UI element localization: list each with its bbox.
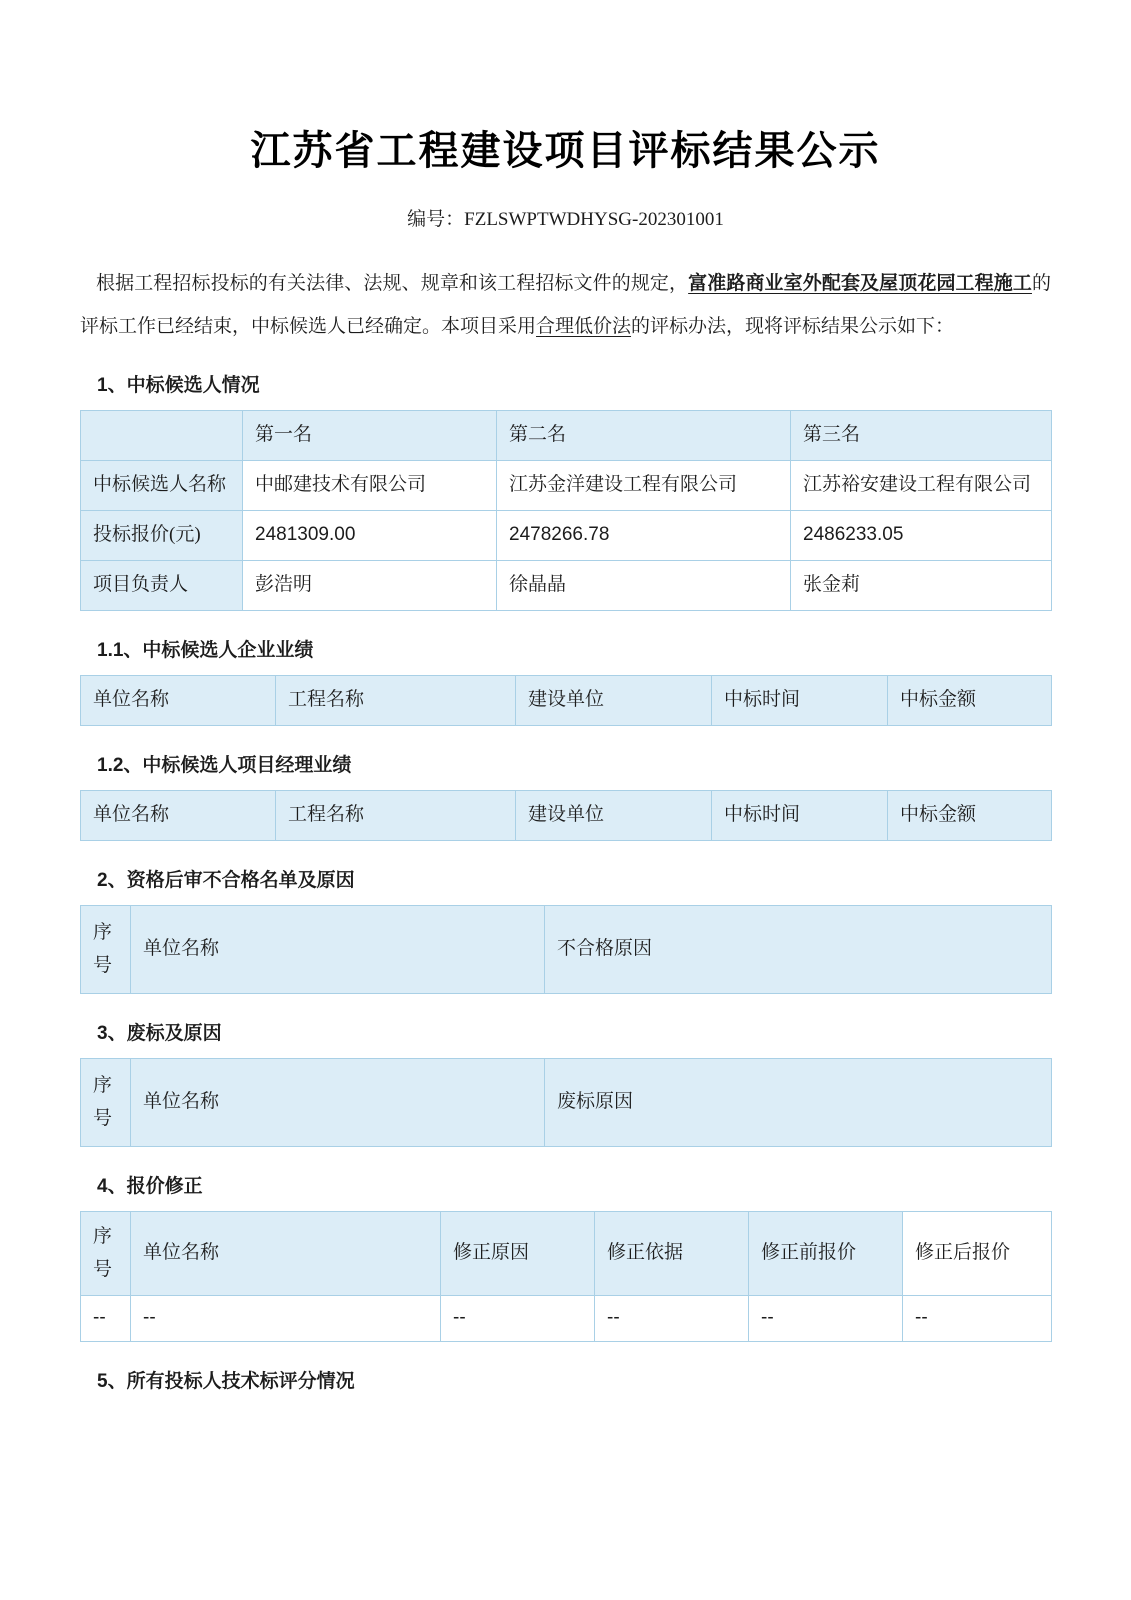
header-cell-seq-no: 序号 (81, 1059, 131, 1147)
header-cell-seq-no: 序号 (81, 1212, 131, 1296)
section-5-heading (97, 1368, 1051, 1395)
row-label: 投标报价(元) (81, 511, 243, 561)
header-cell-unit-name: 单位名称 (81, 791, 276, 841)
table-row-project-manager (81, 561, 1052, 611)
intro-tail: 的评标办法，现将评标结果公示如下： (631, 316, 955, 337)
cell-seq-no-value: -- (81, 1296, 131, 1342)
section-5-title: 所有投标人技术标评分情况 (126, 1371, 355, 1392)
cell-correction-basis-value: -- (595, 1296, 749, 1342)
header-cell-price-after: 修正后报价 (903, 1212, 1052, 1296)
candidate-3-manager: 张金莉 (791, 561, 1052, 611)
row-label: 项目负责人 (81, 561, 243, 611)
header-cell-award-time: 中标时间 (712, 676, 888, 726)
section-2-title: 资格后审不合格名单及原因 (126, 870, 355, 891)
row-label: 中标候选人名称 (81, 461, 243, 511)
table-header-row (81, 676, 1052, 726)
section-4-number: 4、 (97, 1176, 127, 1197)
section-3-number: 3、 (97, 1023, 127, 1044)
company-performance-table (80, 675, 1052, 726)
winning-candidates-table (80, 410, 1052, 611)
section-1-1-number: 1.1、 (97, 640, 143, 661)
candidate-1-price: 2481309.00 (243, 511, 497, 561)
header-cell-construction-unit: 建设单位 (516, 676, 712, 726)
section-3-title: 废标及原因 (126, 1023, 222, 1044)
table-header-row (81, 411, 1052, 461)
cell-price-before-value: -- (749, 1296, 903, 1342)
table-row-candidate-name (81, 461, 1052, 511)
table-row-bid-price (81, 511, 1052, 561)
header-cell-third: 第三名 (791, 411, 1052, 461)
header-cell-second: 第二名 (497, 411, 791, 461)
candidate-3-name: 江苏裕安建设工程有限公司 (791, 461, 1052, 511)
header-cell-unit-name: 单位名称 (131, 906, 545, 994)
section-3-heading (97, 1020, 1051, 1047)
header-cell-award-amount: 中标金额 (888, 676, 1052, 726)
section-5-number: 5、 (97, 1371, 127, 1392)
table-header-row (81, 906, 1052, 994)
header-cell-unqualified-reason: 不合格原因 (545, 906, 1052, 994)
header-cell-correction-basis: 修正依据 (595, 1212, 749, 1296)
header-cell-award-time: 中标时间 (712, 791, 888, 841)
cell-price-after-value: -- (903, 1296, 1052, 1342)
section-2-heading (97, 867, 1051, 894)
section-1-heading (97, 372, 1051, 399)
unqualified-list-table (80, 905, 1052, 994)
header-cell-price-before: 修正前报价 (749, 1212, 903, 1296)
doc-number: 编号：FZLSWPTWDHYSG-202301001 (407, 209, 724, 230)
header-cell-award-amount: 中标金额 (888, 791, 1052, 841)
section-4-title: 报价修正 (126, 1176, 203, 1197)
table-row-empty (81, 1296, 1052, 1342)
evaluation-method: 合理低价法 (536, 316, 632, 337)
section-4-heading (97, 1173, 1051, 1200)
section-1-number: 1、 (97, 375, 127, 396)
section-1-2-heading (97, 752, 1051, 779)
header-cell-rejection-reason: 废标原因 (545, 1059, 1052, 1147)
section-1-1-heading (97, 637, 1051, 664)
candidate-2-price: 2478266.78 (497, 511, 791, 561)
section-1-2-number: 1.2、 (97, 755, 143, 776)
candidate-1-manager: 彭浩明 (243, 561, 497, 611)
header-cell-correction-reason: 修正原因 (441, 1212, 595, 1296)
header-cell-unit-name: 单位名称 (131, 1059, 545, 1147)
project-name: 富准路商业室外配套及屋顶花园工程施工 (688, 273, 1032, 294)
header-cell-first: 第一名 (243, 411, 497, 461)
intro-paragraph (80, 262, 1051, 348)
candidate-2-manager: 徐晶晶 (497, 561, 791, 611)
intro-middle: 的评标工作已经结束，中标候选人已经确定。本项目采用 (80, 273, 1051, 337)
table-header-row (81, 1212, 1052, 1296)
price-correction-table (80, 1211, 1052, 1342)
page-title: 江苏省工程建设项目评标结果公示 (250, 128, 881, 173)
cell-unit-name-value: -- (131, 1296, 441, 1342)
section-1-1-title: 中标候选人企业业绩 (142, 640, 314, 661)
manager-performance-table (80, 790, 1052, 841)
header-cell-construction-unit: 建设单位 (516, 791, 712, 841)
section-1-title: 中标候选人情况 (126, 375, 260, 396)
header-cell-blank (81, 411, 243, 461)
header-cell-seq-no: 序号 (81, 906, 131, 994)
rejected-bids-table (80, 1058, 1052, 1147)
header-cell-project-name: 工程名称 (276, 676, 516, 726)
candidate-2-name: 江苏金洋建设工程有限公司 (497, 461, 791, 511)
header-cell-unit-name: 单位名称 (131, 1212, 441, 1296)
candidate-3-price: 2486233.05 (791, 511, 1052, 561)
header-cell-project-name: 工程名称 (276, 791, 516, 841)
intro-lead: 根据工程招标投标的有关法律、法规、规章和该工程招标文件的规定， (96, 273, 689, 294)
candidate-1-name: 中邮建技术有限公司 (243, 461, 497, 511)
cell-correction-reason-value: -- (441, 1296, 595, 1342)
header-cell-unit-name: 单位名称 (81, 676, 276, 726)
table-header-row (81, 1059, 1052, 1147)
section-1-2-title: 中标候选人项目经理业绩 (142, 755, 352, 776)
table-header-row (81, 791, 1052, 841)
section-2-number: 2、 (97, 870, 127, 891)
